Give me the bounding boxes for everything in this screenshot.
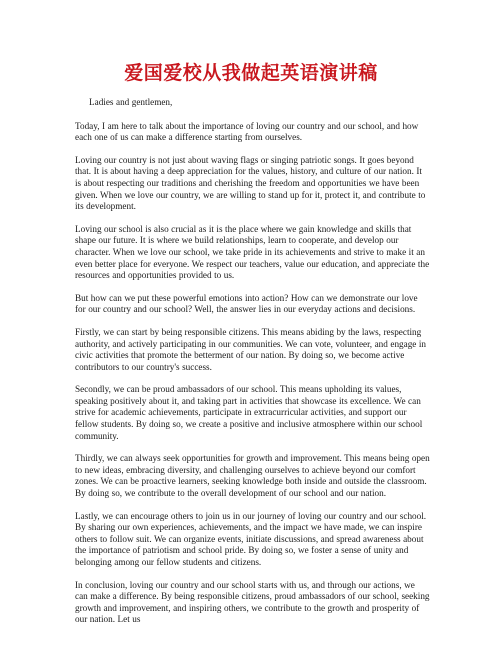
paragraph-loving-country: Loving our country is not just about waving flags or singing patriotic songs. It goes beyond that. It is about having a deep appreciation for the values, history, and culture of our nation. It is about respecting our traditions and cherishing the freedom and opportunities we have been given. When we love our country, we are willing to stand up for it, protect it, and contribute to its development. (75, 154, 426, 212)
paragraph-secondly: Secondly, we can be proud ambassadors of our school. This means upholding its values, speaking positively about it, and taking part in activities that showcase its excellence. We can strive for academic achievements, participate in extracurricular activities, and support our fellow students. By doing so, we create a positive and inclusive atmosphere within our school community. (75, 384, 423, 441)
document-title: 爱国爱校从我做起英语演讲稿 (124, 62, 378, 84)
paragraph-thirdly: Thirdly, we can always seek opportunities for growth and improvement. This means being open to new ideas, embracing diversity, and challenging ourselves to achieve beyond our comfort zones. We can be proactive learners, seeking knowledge both inside and outside the classroom. By doing so, we contribute to the overall development of our school and our nation. (75, 453, 430, 499)
paragraph-lastly: Lastly, we can encourage others to join us in our journey of loving our country and our school. By sharing our own experiences, achievements, and the impact we have made, we can inspire others to follow suit. We can organize events, initiate discussions, and spread awareness about the importance of patriotism and school pride. By doing so, we foster a sense of unity and belonging among our fellow students and citizens. (75, 510, 427, 567)
greeting: Ladies and gentlemen, (89, 97, 173, 107)
paragraph-intro: Today, I am here to talk about the importance of loving our country and our school, and how each one of us can make a difference starting from ourselves. (75, 120, 419, 143)
paragraph-loving-school: Loving our school is also crucial as it is the place where we gain knowledge and skills that shape our future. It is where we build relationships, learn to cooperate, and develop our character. When we love our school, we take pride in its achievements and strive to make it an even better place for everyone. We respect our teachers, value our education, and appreciate the resources and opportunities provided to us. (75, 223, 430, 281)
paragraph-firstly: Firstly, we can start by being responsible citizens. This means abiding by the laws, respecting authority, and actively participating in our communities. We can vote, volunteer, and engage in civic activities that promote the betterment of our nation. By doing so, we become active contributors to our country's success. (75, 326, 427, 372)
paragraph-conclusion: In conclusion, loving our country and our school starts with us, and through our actions, we can make a difference. By being responsible citizens, proud ambassadors of our school, seeking growth and improvement, and inspiring others, we contribute to the growth and prosperity of our nation. Let us (75, 579, 430, 625)
paragraph-into-action: But how can we put these powerful emotions into action? How can we demonstrate our love for our country and our school? Well, the answer lies in our everyday actions and decisions. (75, 292, 418, 315)
document-body (75, 97, 430, 637)
